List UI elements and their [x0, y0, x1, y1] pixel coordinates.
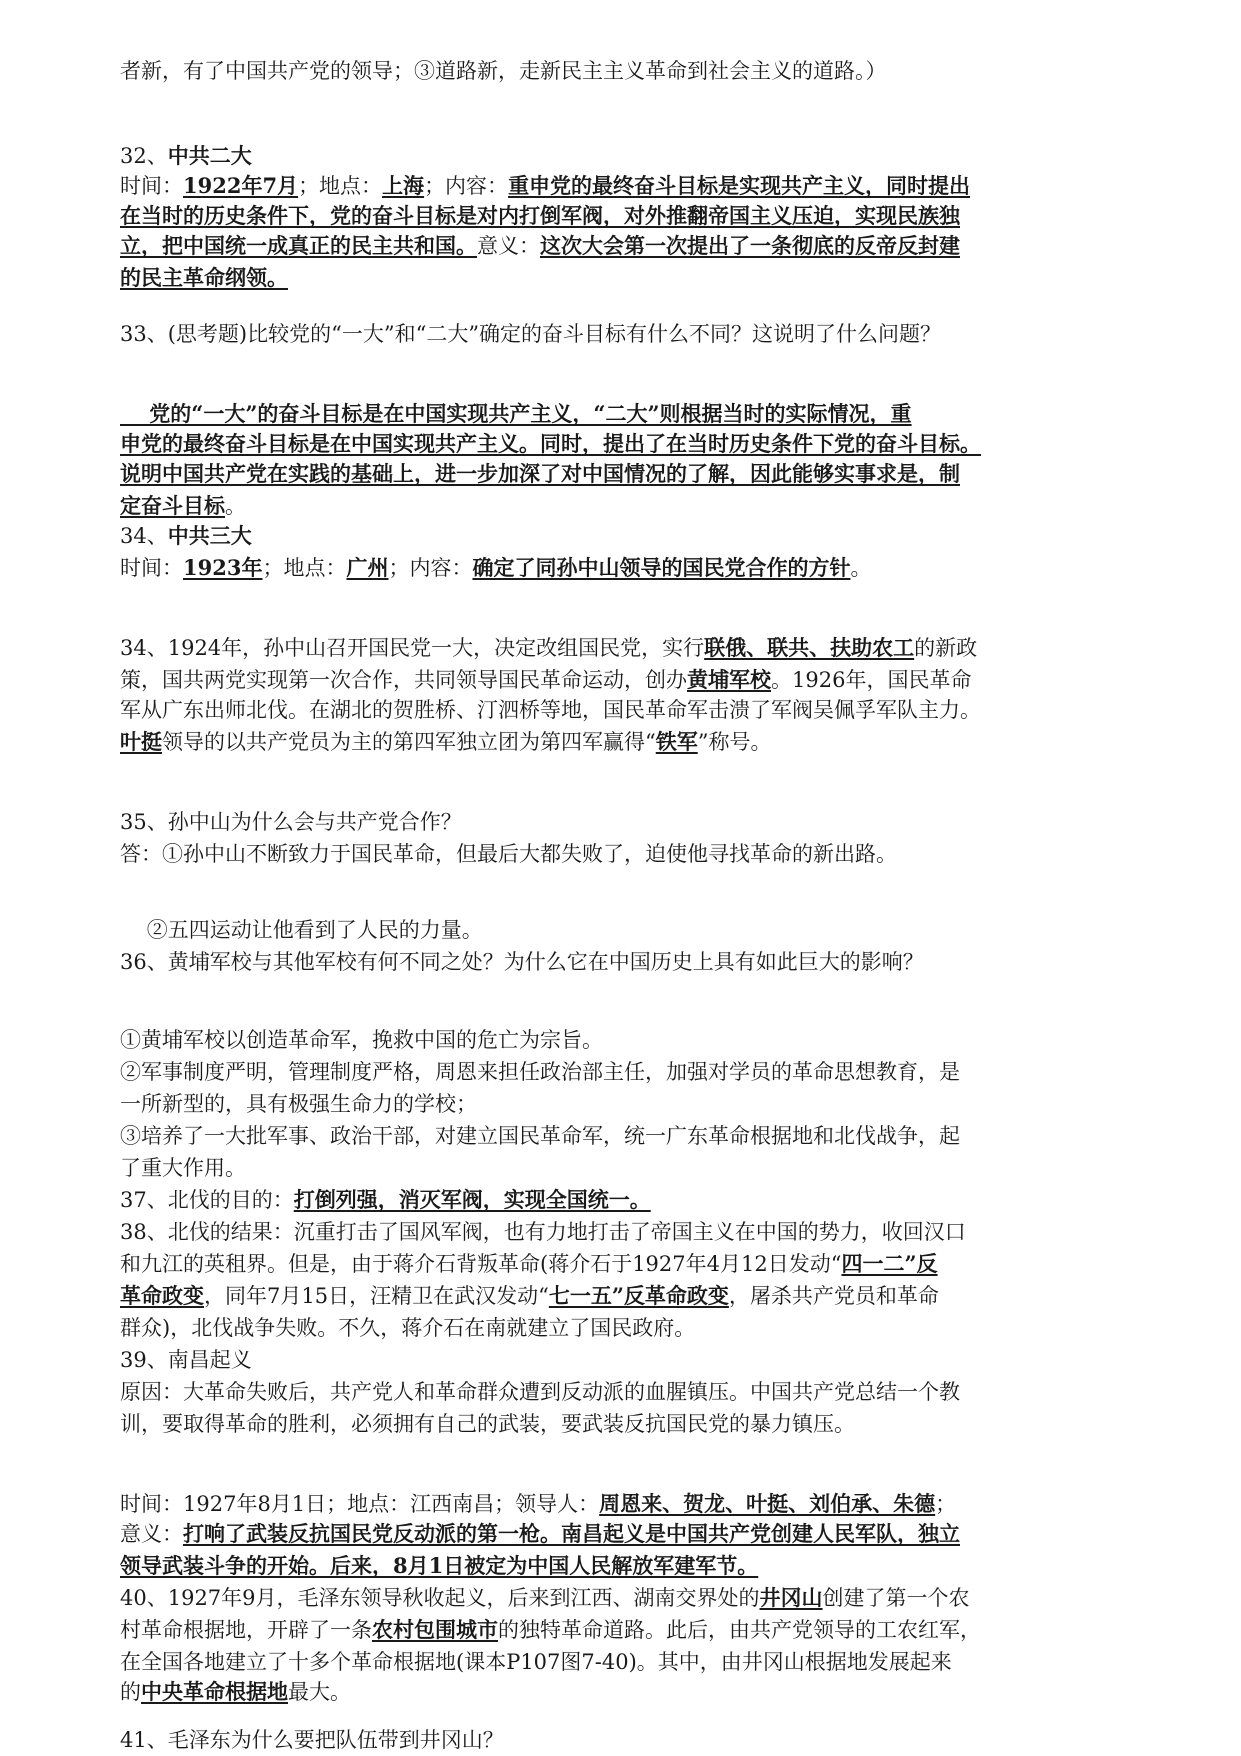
text-run: 了重大作用。	[120, 1156, 246, 1180]
text-line	[120, 200, 1130, 232]
text-run: 的新政	[914, 636, 978, 660]
text-run: 的独特革命道路。此后，由共产党领导的工农红军，	[498, 1618, 981, 1642]
text-line	[120, 140, 1130, 172]
text-line	[120, 230, 1130, 262]
text-line	[120, 632, 1130, 664]
key-term: 井冈山	[759, 1585, 823, 1610]
key-term: 打倒列强，消灭军阀，实现全国统一。	[293, 1187, 651, 1212]
key-term: 1923年	[183, 555, 263, 580]
key-term: 在当时的历史条件下，党的奋斗目标是对内打倒军阀，对外推翻帝国主义压迫，实现民族独	[120, 203, 960, 228]
key-term: 确定了同孙中山领导的国民党合作的方针	[472, 555, 851, 580]
text-run: ②五四运动让他看到了人民的力量。	[120, 918, 483, 942]
text-run: ；	[935, 1492, 957, 1516]
key-term: 广州	[346, 555, 389, 580]
text-run: ③培养了一大批军事、政治干部，对建立国民革命军，统一广东革命根据地和北伐战争，起	[120, 1124, 960, 1148]
text-run: 时间：1927年8月1日；地点：江西南昌；领导人：	[120, 1492, 600, 1516]
text-run: ②军事制度严明，管理制度严格，周恩来担任政治部主任，加强对学员的革命思想教育，是	[120, 1060, 960, 1084]
text-run: 军从广东出师北伐。在湖北的贺胜桥、汀泗桥等地，国民革命军击溃了军阀吴佩孚军队主力。	[120, 698, 981, 722]
text-line	[120, 806, 1130, 838]
text-run: ，屠杀共产党员和革命	[728, 1284, 939, 1308]
key-term: 铁军	[655, 729, 698, 754]
key-term: 这次大会第一次提出了一条彻底的反帝反封建	[540, 233, 960, 258]
text-line	[120, 1216, 1130, 1248]
text-line	[120, 1724, 1130, 1756]
key-term: 1922年7月	[183, 173, 299, 198]
text-line	[120, 1280, 1130, 1312]
text-line	[120, 1152, 1130, 1184]
text-line	[120, 520, 1130, 552]
text-line	[120, 318, 1130, 350]
key-term: 中央革命根据地	[141, 1679, 288, 1704]
text-line	[120, 694, 1130, 726]
text-run: 41、毛泽东为什么要把队伍带到井冈山？	[120, 1728, 504, 1752]
text-run: 答：①孙中山不断致力于国民革命，但最后大都失败了，迫使他寻找革命的新出路。	[120, 842, 897, 866]
text-run: 中共二大	[167, 143, 252, 168]
text-run: 村革命根据地，开辟了一条	[120, 1618, 372, 1642]
text-run: 36、黄埔军校与其他军校有何不同之处？为什么它在中国历史上具有如此巨大的影响？	[120, 950, 924, 974]
key-term: 党的“一大”的奋斗目标是在中国实现共产主义，“二大”则根据当时的实际情况，重	[120, 401, 912, 426]
text-line	[120, 1120, 1130, 1152]
text-line	[120, 838, 1130, 870]
text-run: 32、	[120, 144, 168, 168]
text-run: 。1926年，国民革命	[771, 668, 972, 692]
text-run: 中共三大	[167, 523, 252, 548]
key-term: 打响了武装反抗国民党反动派的第一枪。南昌起义是中国共产党创建人民军队，独立	[183, 1521, 960, 1546]
text-run: ；地点：	[262, 556, 347, 580]
key-term: 七一五”反革命政变	[548, 1283, 729, 1308]
text-run: 时间：	[120, 556, 183, 580]
text-run: 35、孙中山为什么会与共产党合作？	[120, 810, 462, 834]
text-run: 者新，有了中国共产党的领导；③道路新，走新民主主义革命到社会主义的道路。）	[120, 59, 887, 83]
text-run: ”称号。	[697, 730, 772, 754]
text-line	[120, 1408, 1130, 1440]
text-line	[120, 1056, 1130, 1088]
text-line	[120, 490, 1130, 522]
text-run: 策，国共两党实现第一次合作，共同领导国民革命运动，创办	[120, 668, 687, 692]
text-line	[120, 1184, 1130, 1216]
key-term: 周恩来、贺龙、叶挺、刘伯承、朱德	[599, 1491, 936, 1516]
text-line	[120, 1488, 1130, 1520]
text-line	[120, 726, 1130, 758]
text-line	[120, 946, 1130, 978]
text-line	[120, 458, 1130, 490]
text-run: 意义：	[120, 1522, 183, 1546]
key-term: 领导武装斗争的开始。后来，8月1日被定为中国人民解放军建军节。	[120, 1553, 759, 1578]
text-line	[120, 1088, 1130, 1120]
text-run: 34、	[120, 524, 168, 548]
text-line	[120, 1518, 1130, 1550]
key-term: 定奋斗目标	[120, 493, 225, 518]
text-line	[120, 552, 1130, 584]
text-run: 在全国各地建立了十多个革命根据地(课本P107图7-40)。其中，由井冈山根据地发展起来	[120, 1650, 952, 1674]
text-run: 训，要取得革命的胜利，必须拥有自己的武装，要武装反抗国民党的暴力镇压。	[120, 1412, 855, 1436]
text-line	[120, 428, 1130, 460]
text-line	[120, 1582, 1130, 1614]
text-run: 时间：	[120, 174, 183, 198]
key-term: 立，把中国统一成真正的民主共和国。	[120, 233, 477, 258]
text-line	[120, 1344, 1130, 1376]
text-run: 意义：	[477, 234, 540, 258]
text-line	[120, 1550, 1130, 1582]
text-line	[120, 1614, 1130, 1646]
key-term: 农村包围城市	[372, 1617, 498, 1642]
text-line	[120, 1024, 1130, 1056]
key-term: 四一二”反	[841, 1251, 938, 1276]
text-run: 39、南昌起义	[120, 1348, 252, 1372]
key-term: 说明中国共产党在实践的基础上，进一步加深了对中国情况的了解，因此能够实事求是，制	[120, 461, 960, 486]
text-line	[120, 1376, 1130, 1408]
text-run: 和九江的英租界。但是，由于蒋介石背叛革命(蒋介石于1927年4月12日发动“	[120, 1252, 842, 1276]
text-run: 38、北伐的结果：沉重打击了国风军阀，也有力地打击了帝国主义在中国的势力，收回汉口	[120, 1220, 966, 1244]
text-run: 。	[850, 556, 872, 580]
text-run: 群众)，北伐战争失败。不久，蒋介石在南就建立了国民政府。	[120, 1316, 696, 1340]
text-run: ，同年7月15日，汪精卫在武汉发动“	[204, 1284, 549, 1308]
text-line	[120, 1248, 1130, 1280]
text-run: 。	[225, 494, 246, 518]
text-run: ①黄埔军校以创造革命军，挽救中国的危亡为宗旨。	[120, 1028, 603, 1052]
text-run: 最大。	[288, 1680, 351, 1704]
text-run: ；地点：	[298, 174, 383, 198]
text-line	[120, 170, 1130, 202]
text-run: 创建了第一个农	[822, 1586, 970, 1610]
key-term: 的民主革命纲领。	[120, 265, 288, 290]
text-run: 40、1927年9月，毛泽东领导秋收起义，后来到江西、湖南交界处的	[120, 1586, 760, 1610]
text-run: 37、北伐的目的：	[120, 1188, 294, 1212]
text-line	[120, 262, 1130, 294]
text-run: 34、1924年，孙中山召开国民党一大，决定改组国民党，实行	[120, 636, 705, 660]
key-term: 申党的最终奋斗目标是在中国实现共产主义。同时，提出了在当时历史条件下党的奋斗目标。	[120, 431, 981, 456]
text-line	[120, 1646, 1130, 1678]
text-run: 领导的以共产党员为主的第四军独立团为第四军赢得“	[162, 730, 656, 754]
key-term: 革命政变	[120, 1283, 204, 1308]
key-term: 黄埔军校	[687, 667, 771, 692]
text-line	[120, 398, 1130, 430]
key-term: 重申党的最终奋斗目标是实现共产主义，同时提出	[508, 173, 971, 198]
key-term: 叶挺	[120, 729, 162, 754]
text-run: ；内容：	[388, 556, 473, 580]
key-term: 联俄、联共、扶助农工	[704, 635, 915, 660]
text-line	[120, 1676, 1130, 1708]
text-line	[120, 1312, 1130, 1344]
text-run: ；内容：	[424, 174, 509, 198]
text-line	[120, 55, 1130, 87]
text-run: 的	[120, 1680, 141, 1704]
key-term: 上海	[382, 173, 425, 198]
text-line	[120, 664, 1130, 696]
text-run: 一所新型的，具有极强生命力的学校；	[120, 1092, 477, 1116]
text-run: 33、(思考题)比较党的“一大”和“二大”确定的奋斗目标有什么不同？这说明了什么问题？	[120, 322, 942, 346]
text-run: 原因：大革命失败后，共产党人和革命群众遭到反动派的血腥镇压。中国共产党总结一个教	[120, 1380, 960, 1404]
text-line	[120, 914, 1130, 946]
